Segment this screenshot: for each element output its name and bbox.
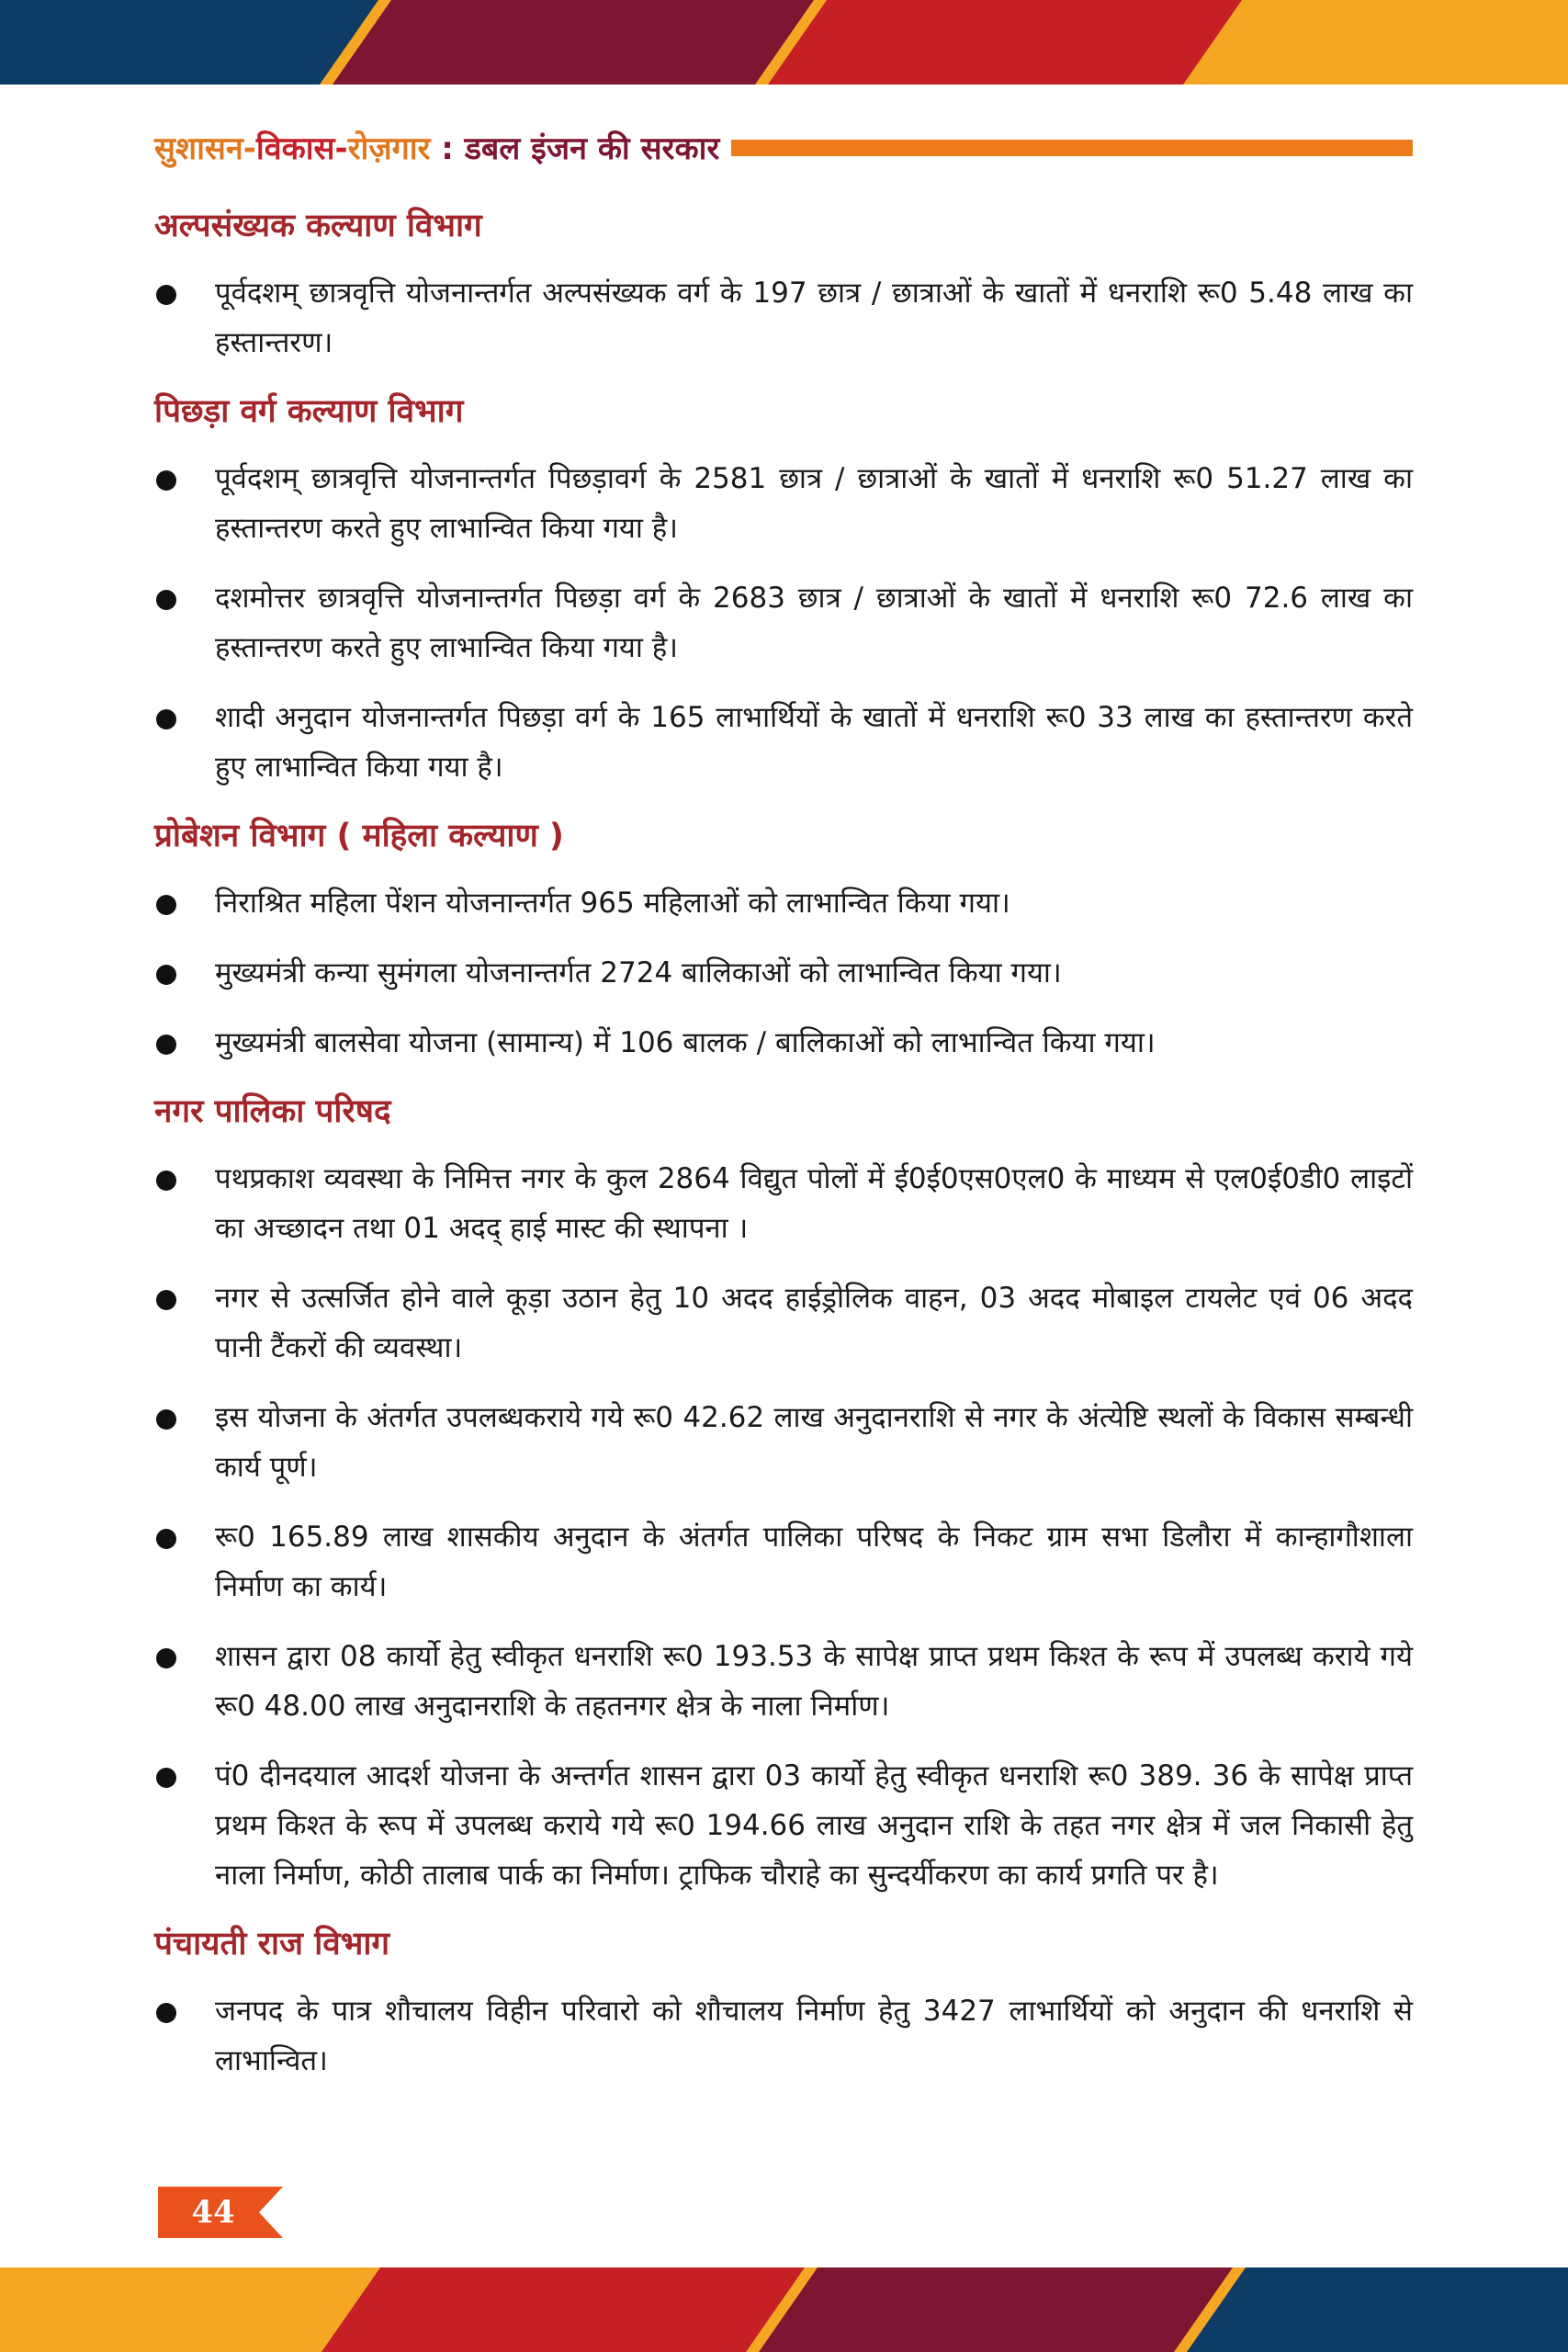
bullet-dot-icon (156, 2003, 176, 2023)
bullet-dot-icon (156, 895, 176, 915)
bullet-dot-icon (156, 1648, 176, 1668)
list-item-text: मुख्यमंत्री बालसेवा योजना (सामान्य) में 106 बालक / बालिकाओं को लाभान्वित किया गया। (215, 1026, 1156, 1059)
bullet-list (154, 268, 1413, 368)
list-item (154, 693, 1413, 792)
list-item-text: दशमोत्तर छात्रवृत्ति योजनान्तर्गत पिछड़ा वर्ग के 2683 छात्र / छात्राओं के खातों में धनराशि रू0 72.6 लाख का हस्तान्तरण करते हुए लाभान्वित किया गया है। (215, 582, 1413, 664)
list-item-text: पूर्वदशम् छात्रवृत्ति योजनान्तर्गत पिछड़ावर्ग के 2581 छात्र / छात्राओं के खातों में धनराशि रू0 51.27 लाख का हस्तान्तरण करते हुए लाभान्वित किया गया है। (215, 462, 1413, 545)
list-item (154, 878, 1413, 928)
page-number-tab (158, 2187, 283, 2238)
top-color-band (0, 0, 1568, 85)
bullet-list (154, 454, 1413, 792)
list-item-text: शासन द्वारा 08 कार्यो हेतु स्वीकृत धनराशि रू0 193.53 के सापेक्ष प्राप्त प्रथम किश्त के रूप में उपलब्ध कराये गये रू0 48.00 लाख अनुदानराशि के तहतनगर क्षेत्र के नाला निर्माण। (215, 1640, 1413, 1723)
bullet-dot-icon (156, 1290, 176, 1310)
bullet-dot-icon (156, 1529, 176, 1549)
list-item-text: शादी अनुदान योजनान्तर्गत पिछड़ा वर्ग के 165 लाभार्थियों के खातों में धनराशि रू0 33 लाख का हस्तान्तरण करते हुए लाभान्वित किया गया है। (215, 701, 1413, 784)
header-rule (731, 140, 1413, 156)
bullet-dot-icon (156, 965, 176, 985)
bullet-dot-icon (156, 285, 176, 305)
header-title-part: सुशासन- (154, 130, 256, 167)
list-item (154, 268, 1413, 368)
header-title-part: : डबल इंजन की सरकार (430, 130, 720, 167)
bullet-dot-icon (156, 1035, 176, 1055)
list-item-text: रू0 165.89 लाख शासकीय अनुदान के अंतर्गत पालिका परिषद के निकट ग्राम सभा डिलौरा में कान्हागौशाला निर्माण का कार्य। (215, 1521, 1413, 1603)
list-item (154, 573, 1413, 673)
list-item (154, 1154, 1413, 1253)
main-content (154, 204, 1413, 2108)
bullet-dot-icon (156, 590, 176, 610)
list-item (154, 1986, 1413, 2086)
list-item (154, 948, 1413, 998)
section-title: पंचायती राज विभाग (154, 1926, 390, 1962)
section-title: पिछड़ा वर्ग कल्याण विभाग (154, 393, 464, 430)
section-title: नगर पालिका परिषद (154, 1093, 391, 1130)
section-title: अल्पसंख्यक कल्याण विभाग (154, 208, 482, 244)
list-item-text: नगर से उत्सर्जित होने वाले कूड़ा उठान हेतु 10 अदद हाईड्रोलिक वाहन, 03 अदद मोबाइल टायलेट एवं 06 अदद पानी टैंकरों की व्यवस्था। (215, 1282, 1413, 1364)
list-item (154, 1751, 1413, 1900)
bullet-dot-icon (156, 470, 176, 491)
list-item (154, 1512, 1413, 1611)
list-item (154, 454, 1413, 553)
section-title: प्रोबेशन विभाग ( महिला कल्याण ) (154, 818, 564, 854)
list-item-text: निराश्रित महिला पेंशन योजनान्तर्गत 965 महिलाओं को लाभान्वित किया गया। (215, 887, 1010, 920)
bullet-dot-icon (156, 1170, 176, 1191)
header-title-part: विकास- (255, 130, 348, 167)
list-item-text: पूर्वदशम् छात्रवृत्ति योजनान्तर्गत अल्पसंख्यक वर्ग के 197 छात्र / छात्राओं के खातों में धनराशि रू0 5.48 लाख का हस्तान्तरण। (215, 277, 1413, 359)
list-item (154, 1393, 1413, 1492)
bottom-color-band (0, 2267, 1568, 2352)
list-item-text: मुख्यमंत्री कन्या सुमंगला योजनान्तर्गत 2724 बालिकाओं को लाभान्वित किया गया। (215, 956, 1062, 989)
list-item-text: पं0 दीनदयाल आदर्श योजना के अन्तर्गत शासन द्वारा 03 कार्यो हेतु स्वीकृत धनराशि रू0 389. 36 के सापेक्ष प्राप्त प्रथम किश्त के रूप में उपलब्ध कराये गये रू0 194.66 लाख अनुदान राशि के तहत नगर क्षेत्र में जल निकासी हेतु नाला निर्माण, कोठी तालाब पार्क का निर्माण। ट्राफिक चौराहे का सुन्दर्यीकरण का कार्य प्रगति पर है। (215, 1759, 1413, 1892)
page-number: 44 (191, 2194, 235, 2231)
list-item (154, 1632, 1413, 1731)
bullet-dot-icon (156, 709, 176, 729)
header-title (154, 129, 719, 169)
list-item-text: इस योजना के अंतर्गत उपलब्धकराये गये रू0 42.62 लाख अनुदानराशि से नगर के अंत्येष्टि स्थलों के विकास सम्बन्धी कार्य पूर्ण। (215, 1401, 1413, 1484)
list-item (154, 1018, 1413, 1068)
list-item-text: जनपद के पात्र शौचालय विहीन परिवारो को शौचालय निर्माण हेतु 3427 लाभार्थियों को अनुदान की धनराशि से लाभान्वित। (215, 1995, 1413, 2077)
list-item (154, 1273, 1413, 1373)
header-title-part: रोज़गार (347, 130, 431, 167)
bullet-dot-icon (156, 1768, 176, 1788)
bullet-list (154, 878, 1413, 1068)
running-header (154, 129, 1413, 169)
list-item-text: पथप्रकाश व्यवस्था के निमित्त नगर के कुल 2864 विद्युत पोलों में ई0ई0एस0एल0 के माध्यम से एल0ई0डी0 लाइटों का अच्छादन तथा 01 अदद् हाई मास्ट की स्थापना । (215, 1162, 1413, 1245)
bullet-dot-icon (156, 1409, 176, 1430)
bullet-list (154, 1154, 1413, 1900)
bullet-list (154, 1986, 1413, 2086)
